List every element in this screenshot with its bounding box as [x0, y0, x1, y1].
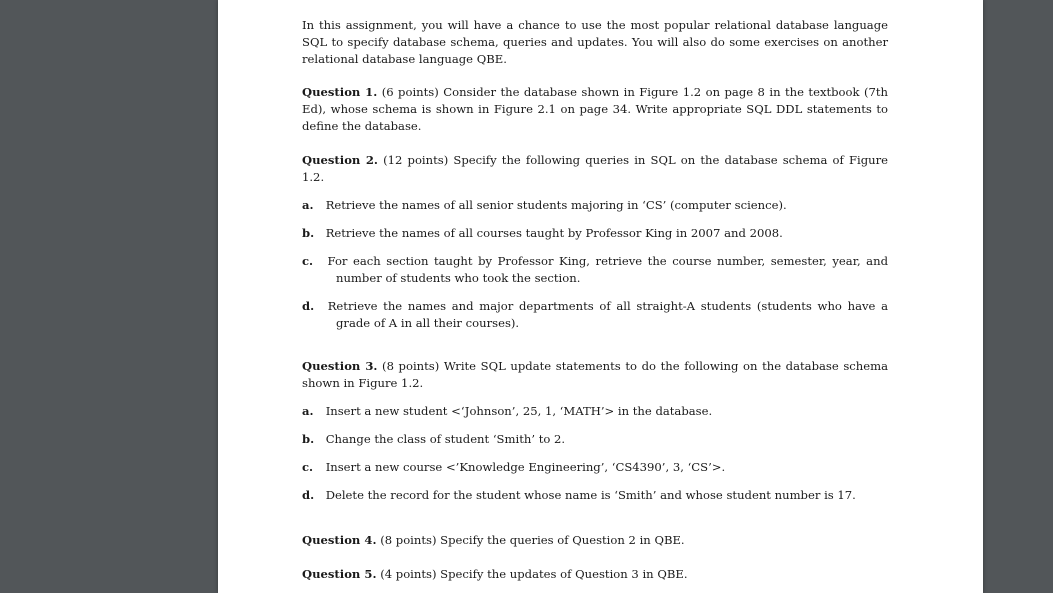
item-label: d.: [302, 488, 315, 502]
question-4-label: Question 4.: [302, 533, 377, 547]
item-label: b.: [302, 432, 315, 446]
question-2-item-d: [302, 298, 888, 332]
item-text: Retrieve the names of all senior students majoring in ‘CS’ (computer science).: [325, 198, 787, 212]
question-3-item-b: [302, 431, 888, 448]
question-1-label: Question 1.: [302, 85, 378, 99]
document-page: [218, 0, 983, 593]
question-4: [302, 532, 888, 549]
item-label: c.: [302, 254, 314, 268]
item-label: a.: [302, 404, 314, 418]
question-5-label: Question 5.: [302, 567, 377, 581]
item-label: d.: [302, 299, 315, 313]
question-4-text: (8 points) Specify the queries of Question 2 in QBE.: [380, 533, 685, 547]
question-3-item-c: [302, 459, 888, 476]
question-3-text: (8 points) Write SQL update statements to do the following on the database schema shown in Figure 1.2.: [302, 359, 889, 390]
question-2-item-a: [302, 197, 888, 214]
question-2-item-b: [302, 225, 888, 242]
item-text: Delete the record for the student whose name is ‘Smith’ and whose student number is 17.: [325, 488, 856, 502]
question-3-item-d: [302, 487, 888, 504]
question-2-item-c: [302, 253, 888, 287]
question-5-text: (4 points) Specify the updates of Question 3 in QBE.: [380, 567, 688, 581]
item-text: Retrieve the names of all courses taught by Professor King in 2007 and 2008.: [325, 226, 783, 240]
item-text: Insert a new student <‘Johnson’, 25, 1, ‘MATH’> in the database.: [325, 404, 713, 418]
item-label: b.: [302, 226, 315, 240]
question-3-label: Question 3.: [302, 359, 378, 373]
question-5: [302, 566, 888, 583]
question-1-text: (6 points) Consider the database shown in Figure 1.2 on page 8 in the textbook (7th Ed), whose schema is shown in Figure 2.1 on page 34. Write appropriate SQL DDL statements to define the database.: [302, 85, 889, 133]
question-2-label: Question 2.: [302, 153, 378, 167]
item-label: a.: [302, 198, 314, 212]
item-label: c.: [302, 460, 314, 474]
item-text: For each section taught by Professor King, retrieve the course number, semester, year, and number of students who took the section.: [327, 254, 888, 285]
question-3: [302, 358, 888, 392]
item-text: Insert a new course <’Knowledge Engineering’, ‘CS4390’, 3, ‘CS’>.: [325, 460, 726, 474]
question-3-item-a: [302, 403, 888, 420]
item-text: Change the class of student ‘Smith’ to 2.: [325, 432, 566, 446]
page-content: [302, 17, 888, 583]
intro-paragraph: In this assignment, you will have a chance to use the most popular relational database language SQL to specify database schema, queries and updates. You will also do some exercises on another relational database language QBE.: [302, 18, 888, 66]
question-2: [302, 152, 888, 186]
question-2-text: (12 points) Specify the following queries in SQL on the database schema of Figure 1.2.: [302, 153, 888, 184]
item-text: Retrieve the names and major departments of all straight-A students (students who have a grade of A in all their courses).: [327, 299, 888, 330]
question-1: [302, 84, 888, 135]
